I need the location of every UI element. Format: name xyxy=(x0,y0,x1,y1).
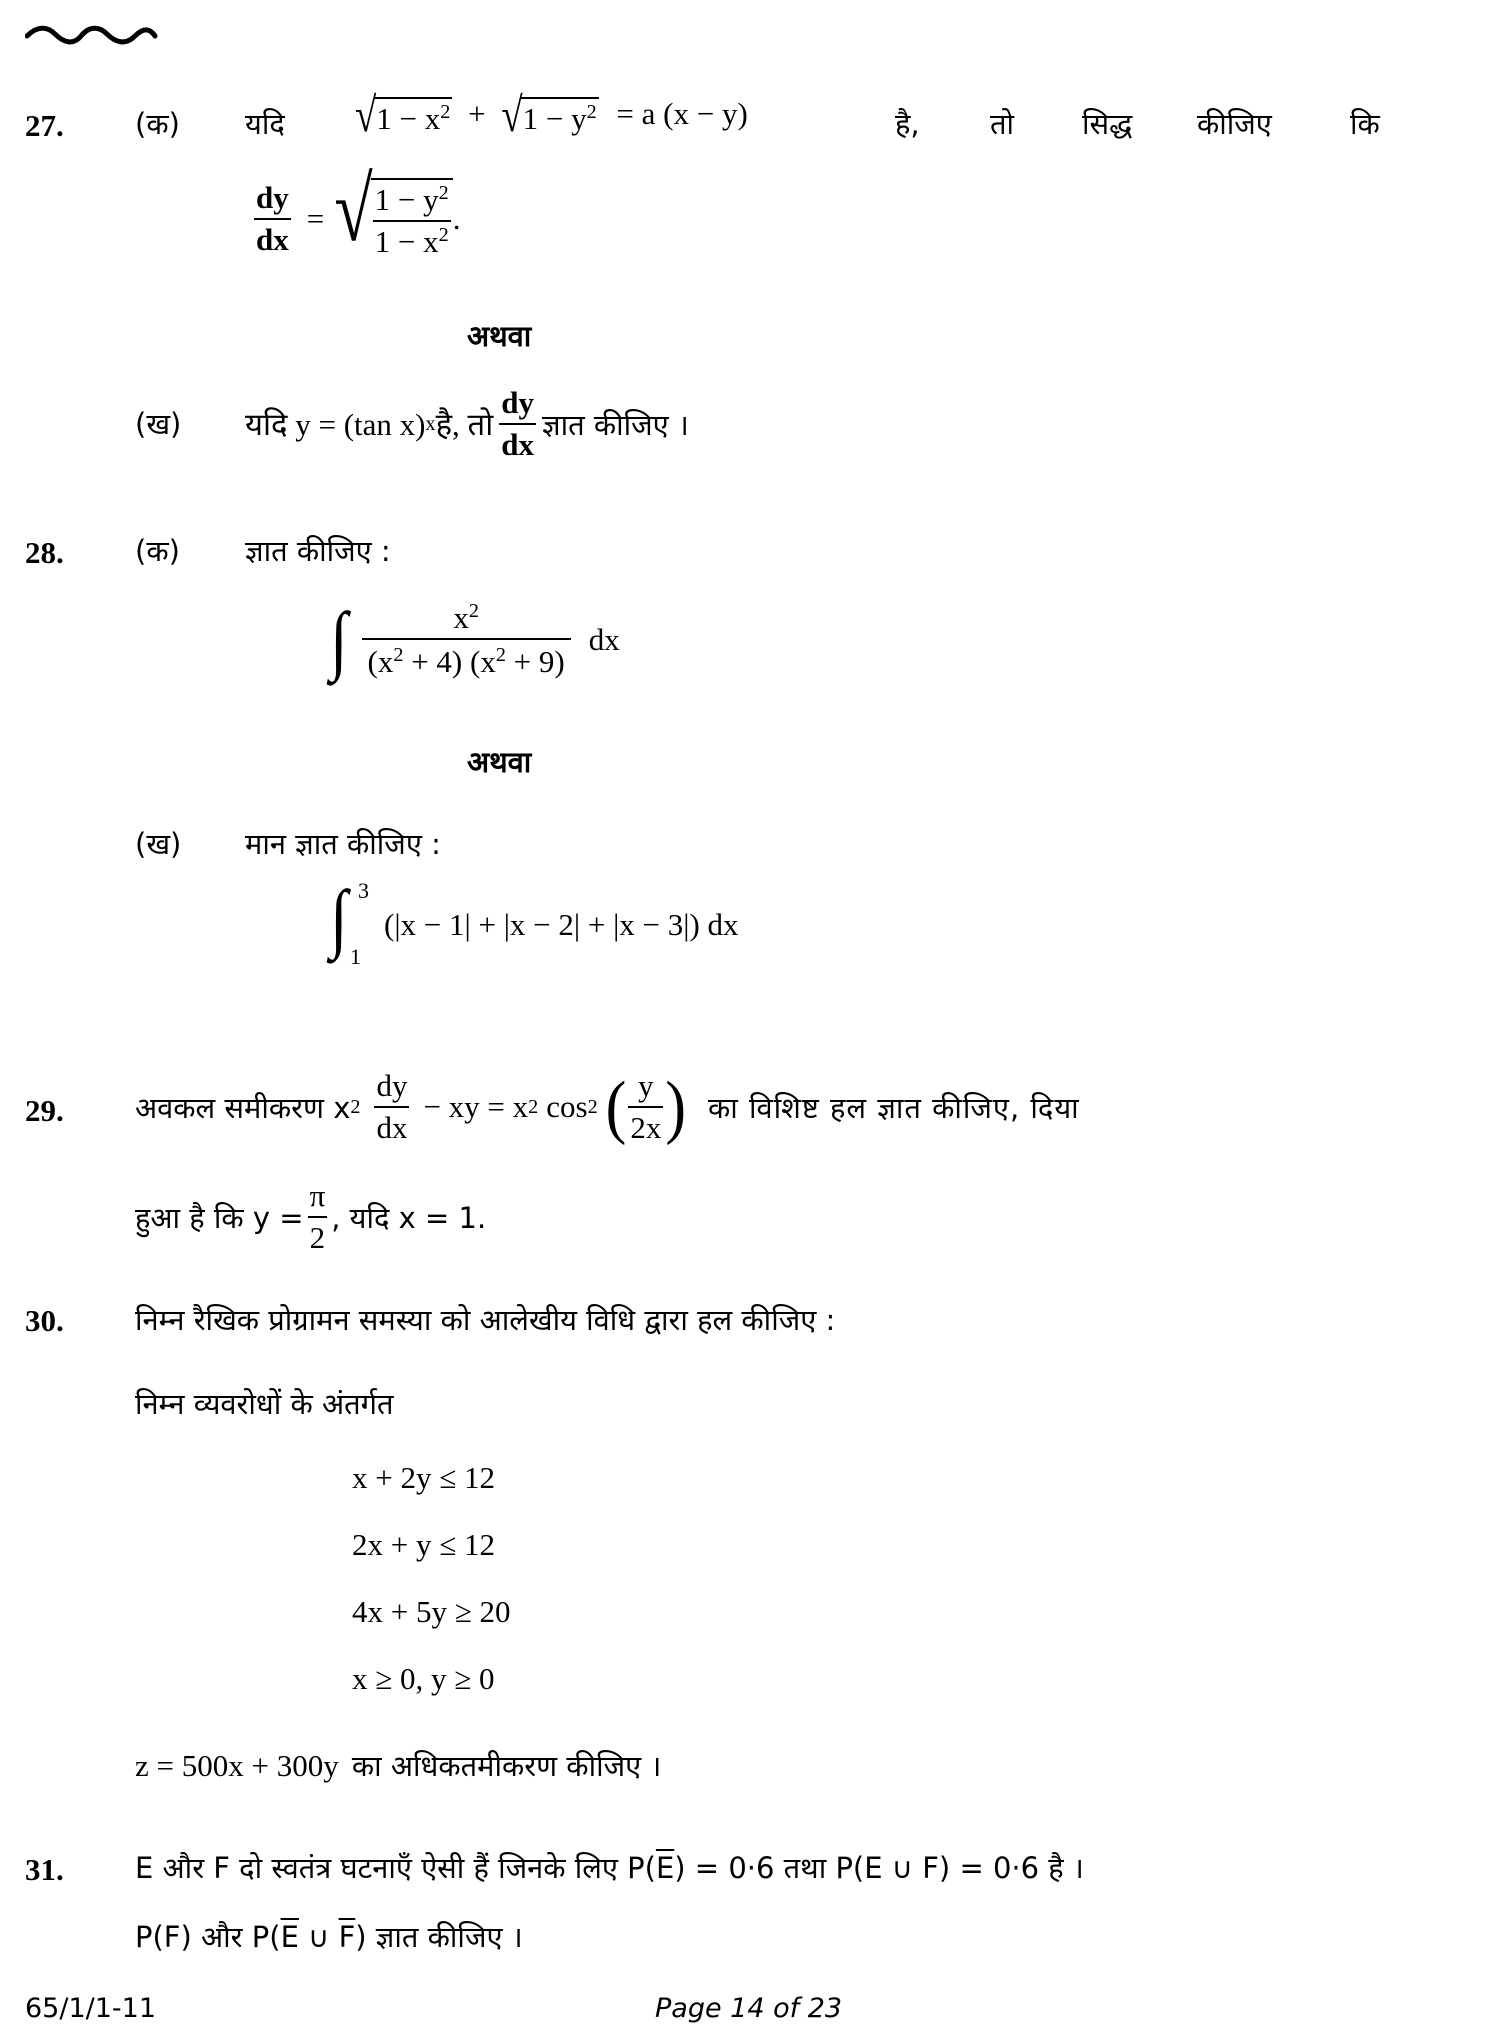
question-number: 28. xyxy=(25,535,64,570)
objective: z = 500x + 300y का अधिकतमीकरण कीजिए । xyxy=(135,1748,662,1783)
text-do: कीजिए xyxy=(1197,107,1272,141)
part-label: (क) xyxy=(135,107,180,141)
text-is: है, xyxy=(895,107,920,141)
text-prove: सिद्ध xyxy=(1082,107,1133,141)
question-number: 27. xyxy=(25,108,64,143)
paper-code: 65/1/1-11 xyxy=(25,1993,157,2024)
integral-28b: ∫ 3 1 (|x − 1| + |x − 2| + |x − 3|) dx xyxy=(330,874,739,969)
or-divider: अथवा xyxy=(467,745,532,779)
page-number: Page 14 of 23 xyxy=(655,1993,843,2024)
sqrt-2: √ $1 - y^2$ xyxy=(501,88,597,142)
sqrt-1: √ $1 - x^2$ xyxy=(355,88,451,142)
subject-to: निम्न व्यवरोधों के अंतर्गत xyxy=(135,1387,394,1421)
equation-27b: यदि y = (tan x) x है, तो $\frac{dy}{dx}$ ज्ञात कीजिए । xyxy=(245,385,689,462)
constraint: 2x + y ≤ 12 xyxy=(352,1527,495,1562)
equation-29-condition: हुआ है कि y = $\frac{\pi}{2}$ , यदि x = 1. xyxy=(135,1178,487,1255)
question-number: 29. xyxy=(25,1093,64,1128)
equation-29: अवकल समीकरण x 2 $\frac{dy}{dx}$ − xy = x 2 cos 2 ( $\frac{y}{2x}$ ) का विशिष्ट हल ज्ञात कीजिए, दिया xyxy=(135,1067,1080,1147)
constraint: x ≥ 0, y ≥ 0 xyxy=(352,1661,495,1696)
text-if: यदि xyxy=(245,107,285,141)
q31-line-2: P(F) और $P(\overline{E}$ ∪ $\overline{F}$) ज्ञात कीजिए । xyxy=(135,1920,523,1954)
text-then: तो xyxy=(990,107,1015,141)
part-label: (ख) xyxy=(135,827,182,861)
part-label: (क) xyxy=(135,534,180,568)
text-that: कि xyxy=(1350,107,1380,141)
constraint: 4x + 5y ≥ 20 xyxy=(352,1594,511,1629)
equation-27a-result: $\frac{dy}{dx}$ = √ $\frac{1 - y^2}{1 - x^2}$ . xyxy=(256,160,461,261)
question-number: 31. xyxy=(25,1852,64,1887)
squiggle-icon xyxy=(25,24,160,50)
integral-28a: ∫ $\frac{x^2}{(x^2 + 4) (x^2 + 9)}$ dx xyxy=(330,596,620,682)
equation-27a: √ $1 - x^2$ + √ $1 - y^2$ = a (x − y) xyxy=(355,88,748,142)
or-divider: अथवा xyxy=(467,319,532,353)
question-number: 30. xyxy=(25,1303,64,1338)
q31-line-1: E और F दो स्वतंत्र घटनाएँ ऐसी हैं जिनके लिए $P(\overline{E}) = 0\cdot 6$ तथा P(E ∪ F) = 0·6 है । xyxy=(135,1851,1084,1885)
prompt: मान ज्ञात कीजिए : xyxy=(245,827,441,861)
prompt: निम्न रैखिक प्रोग्रामन समस्या को आलेखीय विधि द्वारा हल कीजिए : xyxy=(135,1303,836,1337)
part-label: (ख) xyxy=(135,407,182,441)
constraint: x + 2y ≤ 12 xyxy=(352,1460,495,1495)
prompt: ज्ञात कीजिए : xyxy=(245,534,391,568)
